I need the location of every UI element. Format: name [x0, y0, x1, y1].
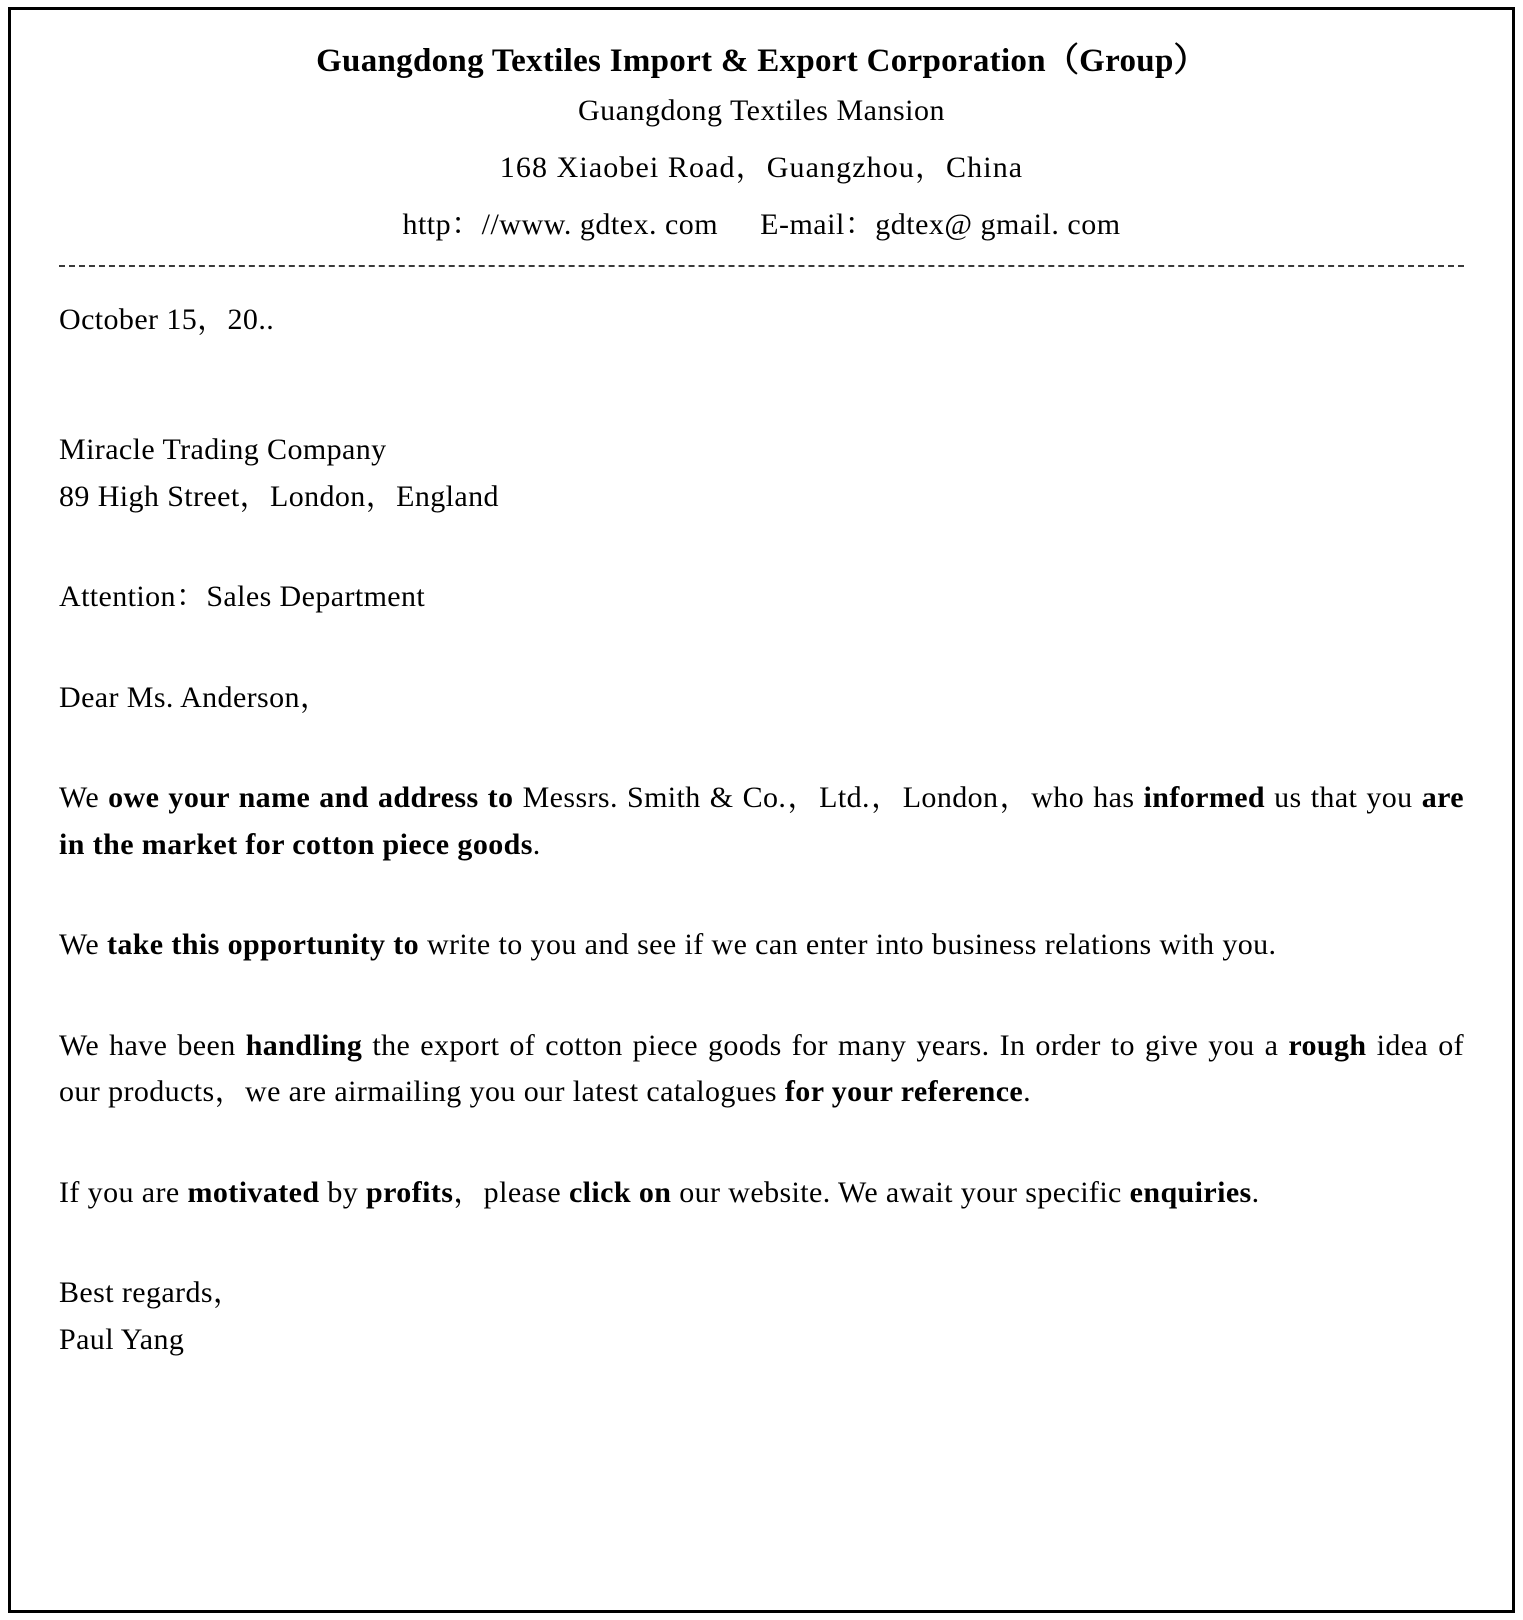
spacer-after-p4	[59, 1216, 1464, 1270]
p4-text-e: our website. We await your specific	[671, 1175, 1130, 1209]
recipient-company: Miracle Trading Company	[59, 433, 387, 467]
p3-text-e: .	[1023, 1075, 1032, 1109]
paragraph-3	[59, 1023, 1464, 1116]
p3-bold-2: rough	[1288, 1028, 1367, 1062]
spacer-after-attention	[59, 621, 1464, 675]
p2-text-c: write to you and see if we can enter into business relations with you.	[419, 928, 1277, 962]
letterhead-divider	[59, 265, 1464, 267]
p3-text-d: idea of our products，we are airmailing you our latest catalogues	[59, 1028, 1464, 1109]
p3-text-c: the export of cotton piece goods for many years. In order to give you a	[362, 1028, 1289, 1062]
p1-text-e: .	[532, 827, 541, 861]
spacer-after-p1	[59, 868, 1464, 922]
p3-bold-1: handling	[245, 1028, 363, 1062]
signature-name: Paul Yang	[59, 1322, 185, 1356]
p4-text-d: ，please	[453, 1175, 569, 1209]
spacer-after-date	[59, 373, 1464, 427]
company-address: 168 Xiaobei Road，Guangzhou，China	[499, 150, 1024, 184]
company-building: Guangdong Textiles Mansion	[578, 93, 945, 127]
letter-date: October 15，20..	[59, 302, 275, 336]
p4-text-c: by	[319, 1175, 367, 1209]
p2-bold-1: take this opportunity to	[106, 928, 420, 962]
paragraph-1	[59, 775, 1464, 868]
company-email: E-mail：gdtex@ gmail. com	[760, 207, 1121, 241]
closing-line: Best regards，	[59, 1276, 244, 1310]
spacer-after-p2	[59, 969, 1464, 1023]
p4-bold-3: click on	[568, 1175, 672, 1209]
p3-text-a: We have been	[59, 1028, 246, 1062]
spacer-after-address	[59, 520, 1464, 574]
p2-text-a: We	[59, 928, 107, 962]
p1-bold-1: owe your name and address to	[108, 781, 514, 815]
p4-text-f: .	[1251, 1175, 1260, 1209]
p4-bold-2: profits	[366, 1175, 454, 1209]
p1-bold-2: informed	[1143, 781, 1266, 815]
p1-bold-3: are in the market for cotton piece goods	[59, 781, 1464, 861]
p4-bold-1: motivated	[187, 1175, 320, 1209]
p1-text-a: We	[59, 781, 109, 815]
company-contact	[59, 196, 1464, 253]
spacer-after-p3	[59, 1116, 1464, 1170]
salutation: Dear Ms. Anderson，	[59, 680, 331, 714]
company-website: http：//www. gdtex. com	[402, 207, 719, 241]
p4-bold-4: enquiries	[1129, 1175, 1252, 1209]
recipient-address: 89 High Street，London，England	[59, 479, 499, 513]
paragraph-2	[59, 922, 1464, 969]
letter-body	[59, 297, 1464, 1364]
attention-line: Attention：Sales Department	[59, 580, 426, 614]
p3-bold-3: for your reference	[784, 1075, 1024, 1109]
document-content	[11, 10, 1512, 1363]
paragraph-4	[59, 1170, 1464, 1217]
p4-text-a: If you are	[59, 1175, 188, 1209]
letterhead	[59, 42, 1464, 267]
spacer-after-salutation	[59, 721, 1464, 775]
document-border-frame	[8, 7, 1515, 1613]
p1-text-c: Messrs. Smith & Co.，Ltd.，London，who has	[513, 781, 1144, 815]
p1-text-d: us that you	[1265, 781, 1422, 815]
company-name: Guangdong Textiles Import & Export Corporation（Group）	[316, 43, 1207, 79]
